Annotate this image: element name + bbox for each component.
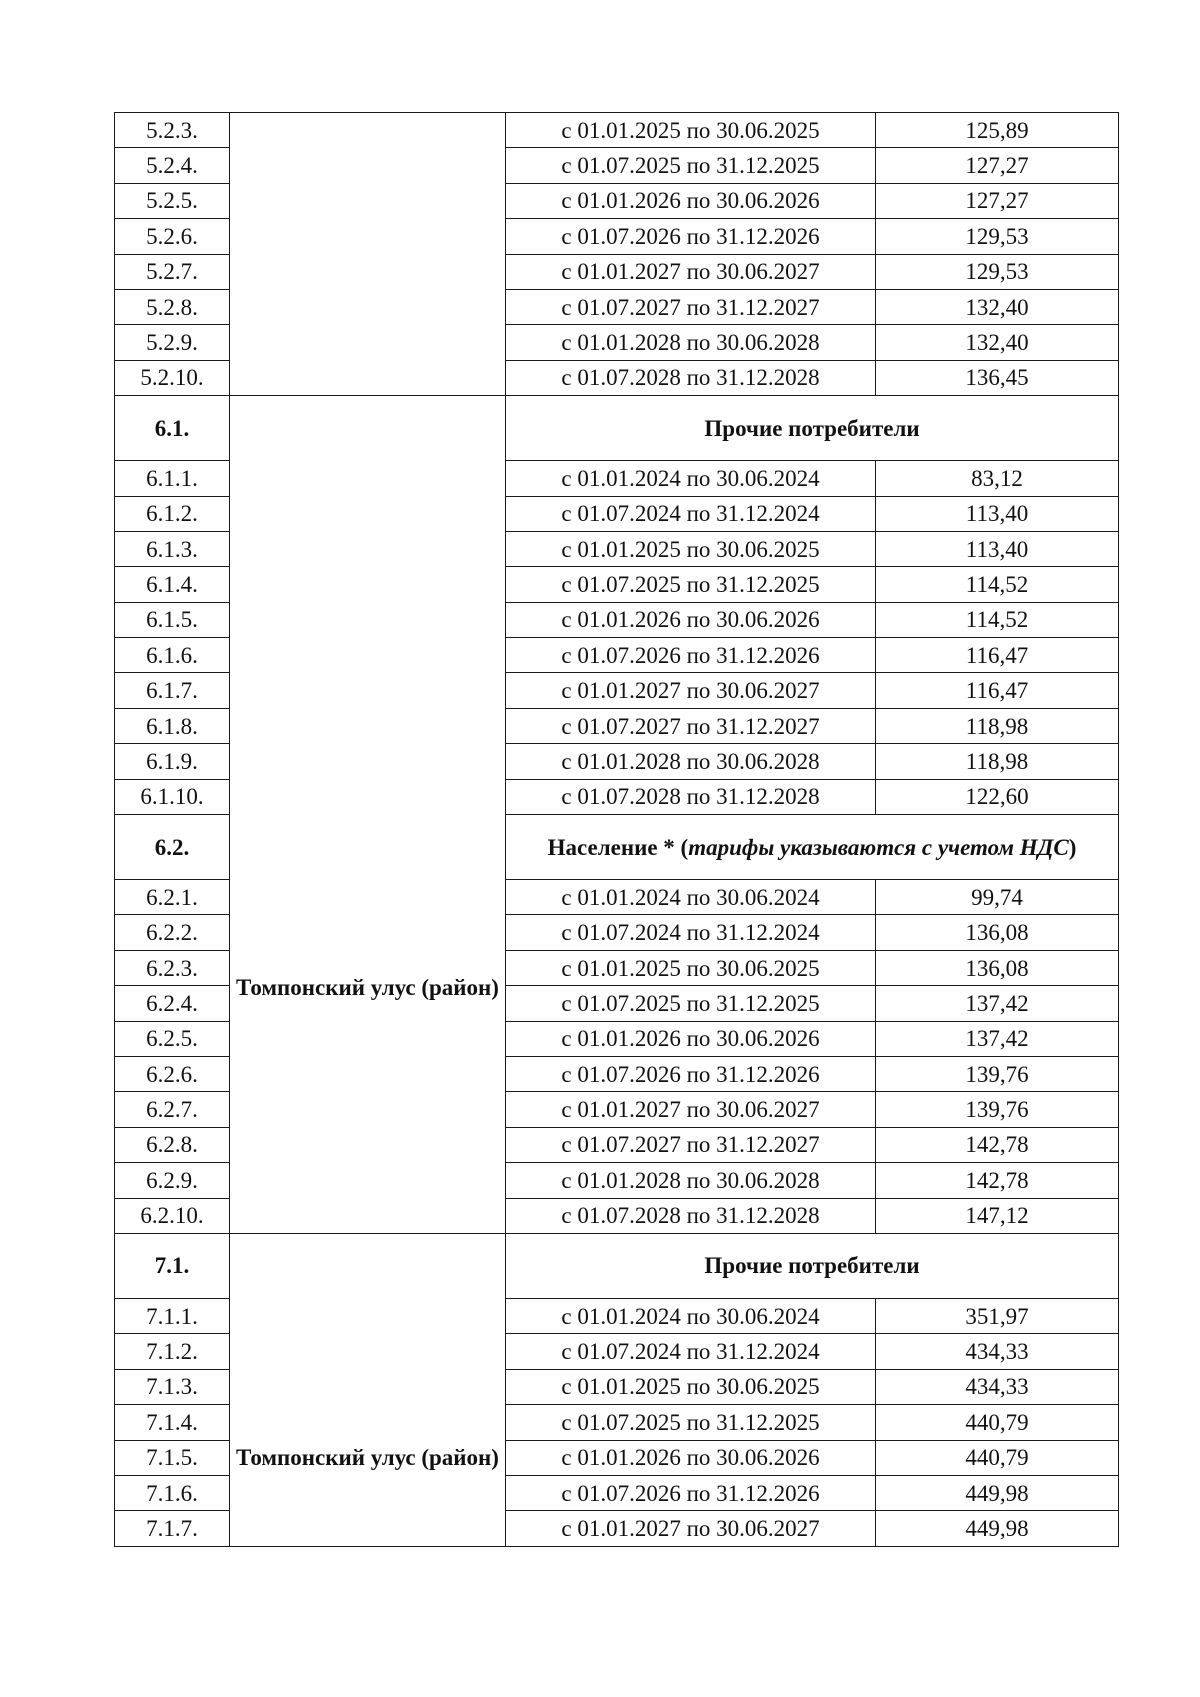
section-number: 6.2.: [115, 815, 230, 880]
row-number: 5.2.9.: [115, 325, 230, 360]
row-period: с 01.01.2026 по 30.06.2026: [506, 1440, 876, 1475]
row-number: 7.1.3.: [115, 1369, 230, 1404]
row-tariff-value: 132,40: [876, 325, 1119, 360]
row-tariff-value: 113,40: [876, 531, 1119, 566]
row-tariff-value: 147,12: [876, 1198, 1119, 1233]
district-cell: [230, 396, 506, 1234]
row-period: с 01.01.2027 по 30.06.2027: [506, 1511, 876, 1546]
row-tariff-value: 137,42: [876, 1021, 1119, 1056]
row-period: с 01.01.2024 по 30.06.2024: [506, 1298, 876, 1333]
row-tariff-value: 129,53: [876, 254, 1119, 289]
row-number: 6.2.2.: [115, 915, 230, 950]
district-cell: [230, 1233, 506, 1546]
row-tariff-value: 127,27: [876, 183, 1119, 218]
section-title: Прочие потребители: [506, 1233, 1119, 1298]
row-number: 5.2.5.: [115, 183, 230, 218]
row-tariff-value: 114,52: [876, 602, 1119, 637]
row-period: с 01.07.2027 по 31.12.2027: [506, 708, 876, 743]
row-tariff-value: 118,98: [876, 708, 1119, 743]
row-tariff-value: 139,76: [876, 1092, 1119, 1127]
row-tariff-value: 434,33: [876, 1369, 1119, 1404]
row-period: с 01.07.2026 по 31.12.2026: [506, 638, 876, 673]
row-period: с 01.07.2027 по 31.12.2027: [506, 289, 876, 324]
section-header-row: [115, 396, 1119, 461]
row-number: 6.2.4.: [115, 986, 230, 1021]
row-number: 6.2.8.: [115, 1127, 230, 1162]
row-tariff-value: 118,98: [876, 744, 1119, 779]
row-tariff-value: 116,47: [876, 673, 1119, 708]
row-period: с 01.07.2027 по 31.12.2027: [506, 1127, 876, 1162]
row-number: 5.2.3.: [115, 113, 230, 148]
row-period: с 01.01.2025 по 30.06.2025: [506, 113, 876, 148]
row-period: с 01.01.2027 по 30.06.2027: [506, 254, 876, 289]
row-tariff-value: 449,98: [876, 1475, 1119, 1510]
row-period: с 01.01.2025 по 30.06.2025: [506, 531, 876, 566]
row-period: с 01.01.2028 по 30.06.2028: [506, 325, 876, 360]
row-tariff-value: 125,89: [876, 113, 1119, 148]
row-number: 5.2.10.: [115, 360, 230, 395]
section-title-italic: тарифы указываются с учетом НДС: [688, 834, 1069, 860]
row-number: 6.1.10.: [115, 779, 230, 814]
section-header-row: [115, 1233, 1119, 1298]
section-title: [506, 815, 1119, 880]
row-tariff-value: 449,98: [876, 1511, 1119, 1546]
row-period: с 01.07.2024 по 31.12.2024: [506, 1334, 876, 1369]
row-period: с 01.07.2028 по 31.12.2028: [506, 1198, 876, 1233]
row-number: 6.2.7.: [115, 1092, 230, 1127]
row-tariff-value: 137,42: [876, 986, 1119, 1021]
section-title: Прочие потребители: [506, 396, 1119, 461]
row-tariff-value: 142,78: [876, 1163, 1119, 1198]
section-number: 6.1.: [115, 396, 230, 461]
row-period: с 01.01.2028 по 30.06.2028: [506, 1163, 876, 1198]
row-period: с 01.07.2025 по 31.12.2025: [506, 1405, 876, 1440]
table-row: [115, 113, 1119, 148]
row-period: с 01.01.2027 по 30.06.2027: [506, 1092, 876, 1127]
row-period: с 01.07.2024 по 31.12.2024: [506, 496, 876, 531]
row-tariff-value: 83,12: [876, 461, 1119, 496]
row-number: 6.2.5.: [115, 1021, 230, 1056]
row-number: 6.2.6.: [115, 1056, 230, 1091]
row-tariff-value: 351,97: [876, 1298, 1119, 1333]
section-title-prefix: Население * (: [547, 834, 689, 860]
row-tariff-value: 434,33: [876, 1334, 1119, 1369]
row-number: 6.1.4.: [115, 567, 230, 602]
row-number: 6.1.3.: [115, 531, 230, 566]
tariff-table-body: [115, 113, 1119, 1547]
row-tariff-value: 127,27: [876, 148, 1119, 183]
row-number: 7.1.6.: [115, 1475, 230, 1510]
district-name: Томпонский улус (район): [236, 1444, 499, 1470]
row-number: 7.1.5.: [115, 1440, 230, 1475]
row-tariff-value: 132,40: [876, 289, 1119, 324]
row-tariff-value: 440,79: [876, 1440, 1119, 1475]
row-number: 6.2.1.: [115, 880, 230, 915]
row-number: 5.2.6.: [115, 219, 230, 254]
row-period: с 01.01.2028 по 30.06.2028: [506, 744, 876, 779]
row-tariff-value: 116,47: [876, 638, 1119, 673]
row-number: 6.1.9.: [115, 744, 230, 779]
row-period: с 01.07.2026 по 31.12.2026: [506, 1475, 876, 1510]
row-period: с 01.01.2026 по 30.06.2026: [506, 1021, 876, 1056]
district-name: Томпонский улус (район): [236, 974, 499, 1000]
row-number: 6.1.6.: [115, 638, 230, 673]
row-period: с 01.07.2026 по 31.12.2026: [506, 1056, 876, 1091]
row-period: с 01.07.2025 по 31.12.2025: [506, 986, 876, 1021]
row-period: с 01.07.2025 по 31.12.2025: [506, 567, 876, 602]
row-number: 6.1.1.: [115, 461, 230, 496]
row-number: 5.2.4.: [115, 148, 230, 183]
row-period: с 01.01.2027 по 30.06.2027: [506, 673, 876, 708]
row-number: 7.1.7.: [115, 1511, 230, 1546]
row-period: с 01.07.2028 по 31.12.2028: [506, 779, 876, 814]
row-tariff-value: 129,53: [876, 219, 1119, 254]
row-tariff-value: 114,52: [876, 567, 1119, 602]
district-cell: [230, 113, 506, 396]
row-period: с 01.01.2026 по 30.06.2026: [506, 183, 876, 218]
row-number: 6.2.9.: [115, 1163, 230, 1198]
row-tariff-value: 113,40: [876, 496, 1119, 531]
section-title-suffix: ): [1068, 834, 1077, 860]
row-period: с 01.07.2024 по 31.12.2024: [506, 915, 876, 950]
row-number: 6.1.7.: [115, 673, 230, 708]
row-period: с 01.01.2025 по 30.06.2025: [506, 950, 876, 985]
row-period: с 01.07.2026 по 31.12.2026: [506, 219, 876, 254]
row-number: 6.1.2.: [115, 496, 230, 531]
row-number: 6.1.8.: [115, 708, 230, 743]
row-number: 7.1.1.: [115, 1298, 230, 1333]
row-number: 6.2.10.: [115, 1198, 230, 1233]
section-number: 7.1.: [115, 1233, 230, 1298]
row-tariff-value: 136,08: [876, 915, 1119, 950]
row-tariff-value: 122,60: [876, 779, 1119, 814]
row-period: с 01.01.2024 по 30.06.2024: [506, 461, 876, 496]
row-tariff-value: 440,79: [876, 1405, 1119, 1440]
row-number: 5.2.8.: [115, 289, 230, 324]
tariff-table: [114, 112, 1119, 1547]
row-tariff-value: 136,45: [876, 360, 1119, 395]
row-period: с 01.01.2024 по 30.06.2024: [506, 880, 876, 915]
row-number: 6.1.5.: [115, 602, 230, 637]
row-tariff-value: 142,78: [876, 1127, 1119, 1162]
row-tariff-value: 136,08: [876, 950, 1119, 985]
row-period: с 01.07.2028 по 31.12.2028: [506, 360, 876, 395]
row-tariff-value: 139,76: [876, 1056, 1119, 1091]
row-number: 7.1.4.: [115, 1405, 230, 1440]
row-period: с 01.01.2025 по 30.06.2025: [506, 1369, 876, 1404]
row-tariff-value: 99,74: [876, 880, 1119, 915]
row-period: с 01.07.2025 по 31.12.2025: [506, 148, 876, 183]
row-number: 5.2.7.: [115, 254, 230, 289]
row-number: 6.2.3.: [115, 950, 230, 985]
row-number: 7.1.2.: [115, 1334, 230, 1369]
row-period: с 01.01.2026 по 30.06.2026: [506, 602, 876, 637]
